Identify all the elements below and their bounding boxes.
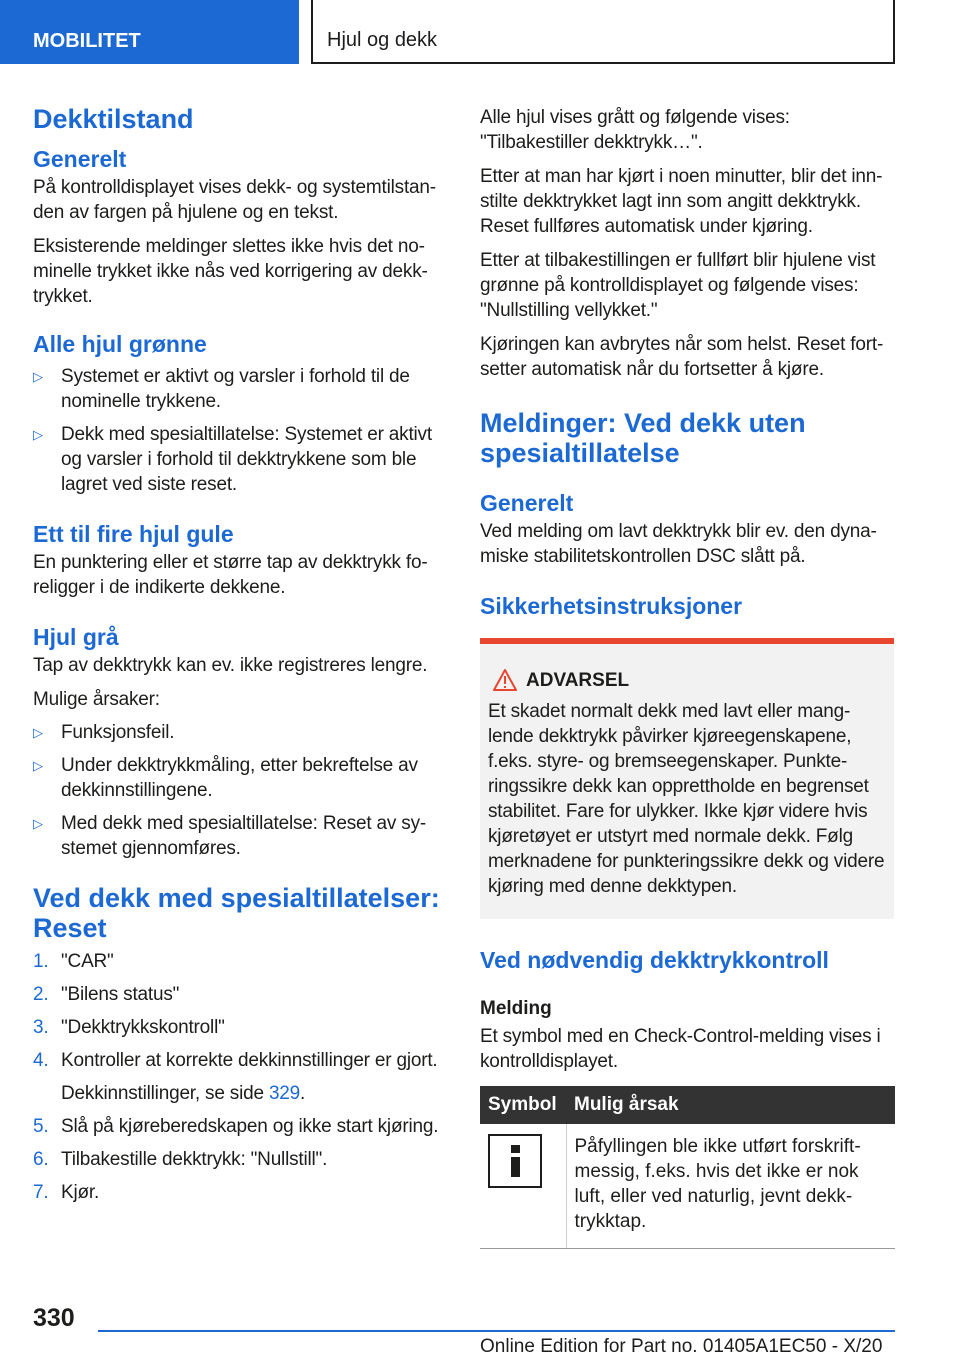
- table-header-row: [480, 1086, 895, 1124]
- paragraph: Et symbol med en Check-Control-melding vises i kontrolldisplayet.: [480, 1026, 881, 1072]
- triangle-right-marker-icon: ▷: [33, 816, 43, 831]
- heading-melding: Melding: [480, 998, 552, 1019]
- heading-generelt: Generelt: [480, 490, 574, 516]
- symbol-cell: [480, 1124, 566, 1249]
- triangle-right-marker-icon: ▷: [33, 758, 43, 773]
- page-reference-link[interactable]: 329: [268, 1083, 301, 1104]
- info-icon: [488, 1134, 542, 1188]
- grey-list: [33, 720, 447, 861]
- warning-box: [480, 638, 894, 919]
- paragraph: Etter at man har kjørt i noen minutter, blir det innstilte dekktrykket lagt inn som angitt dekktrykk. Reset fullføres automatisk under kjøring.: [480, 166, 883, 237]
- chapter-title: Hjul og dekk: [327, 29, 438, 51]
- cause-cell: Påfyllingen ble ikke utført forskriftmessig, f.eks. hvis det ikke er nok luft, eller ved naturlig, jevnt dekktrykktap.: [566, 1124, 895, 1249]
- triangle-right-marker-icon: ▷: [33, 369, 43, 384]
- list-item: 6. Tilbakestille dekktrykk: "Nullstill".: [33, 1149, 328, 1170]
- page-number: 330: [33, 1304, 75, 1332]
- heading-generelt: Generelt: [33, 146, 127, 172]
- paragraph: Tap av dekktrykk kan ev. ikke registreres lengre.: [33, 655, 428, 676]
- chapter-header: [311, 0, 895, 64]
- paragraph: Ved melding om lavt dekktrykk blir ev. den dynamiske stabilitetskontrollen DSC slått på.: [480, 521, 877, 567]
- heading-safety: Sikkerhetsinstruksjoner: [480, 593, 743, 619]
- list-item: 7. Kjør.: [33, 1182, 100, 1203]
- paragraph: Kjøringen kan avbrytes når som helst. Reset fortsetter automatisk når du fortsetter å kjøre.: [480, 334, 884, 380]
- list-item: 1. "CAR": [33, 951, 114, 972]
- section-tab: [0, 0, 299, 64]
- heading-meldinger: Meldinger: Ved dekk uten spesialtillatelse: [480, 408, 806, 468]
- heading-reset: Ved dekk med spesialtillatelser: Reset: [33, 883, 440, 943]
- step-subnote: Dekkinnstillinger, se side 329.: [61, 1083, 306, 1104]
- footer-edition: Online Edition for Part no. 01405A1EC50 - X/20: [480, 1336, 883, 1357]
- list-item: ▷ Dekk med spesialtillatelse: Systemet er aktivt og varsler i forhold til dekktrykkene som ble lagret ved siste reset.: [33, 424, 432, 495]
- list-item: 5. Slå på kjøreberedskapen og ikke start kjøring.: [33, 1116, 439, 1137]
- heading-needed: Ved nødvendig dekktrykkontroll: [480, 947, 829, 973]
- footer-divider: [98, 1330, 895, 1332]
- paragraph: Mulige årsaker:: [33, 689, 160, 710]
- column-header-symbol: Symbol: [480, 1086, 566, 1124]
- paragraph: Alle hjul vises grått og følgende vises: "Tilbakestiller dekktrykk…".: [480, 107, 790, 153]
- list-item: 4. Kontroller at korrekte dekkinnstillinger er gjort. Dekkinnstillinger, se side 329.: [33, 1048, 447, 1106]
- list-item: ▷ Systemet er aktivt og varsler i forhold til de nominelle trykkene.: [33, 366, 410, 412]
- left-column: [33, 100, 447, 1205]
- list-item: 2. "Bilens status": [33, 984, 180, 1005]
- reset-steps: [33, 949, 447, 1205]
- warning-title: ADVARSEL: [526, 670, 630, 691]
- list-item: 3. "Dekktrykkskontroll": [33, 1017, 225, 1038]
- list-item: ▷ Under dekktrykkmåling, etter bekreftelse av dekkinnstillingene.: [33, 755, 418, 801]
- right-column: [480, 105, 894, 1249]
- column-header-cause: Mulig årsak: [566, 1086, 895, 1124]
- paragraph: Eksisterende meldinger slettes ikke hvis det nominelle trykket ikke nås ved korrigering av dekktrykket.: [33, 236, 428, 307]
- paragraph: På kontrolldisplayet vises dekk- og systemtilstanden av fargen på hjulene og en tekst.: [33, 177, 437, 223]
- heading-grey: Hjul grå: [33, 624, 119, 650]
- list-item: ▷ Med dekk med spesialtillatelse: Reset av systemet gjennomføres.: [33, 813, 427, 859]
- section-title: MOBILITET: [33, 30, 141, 52]
- warning-header: [488, 668, 886, 693]
- symbol-table: [480, 1086, 895, 1249]
- list-item: ▷ Funksjonsfeil.: [33, 722, 175, 743]
- heading-green: Alle hjul grønne: [33, 331, 207, 357]
- heading-yellow: Ett til fire hjul gule: [33, 521, 234, 547]
- triangle-right-marker-icon: ▷: [33, 725, 43, 740]
- green-list: [33, 364, 447, 497]
- warning-text: Et skadet normalt dekk med lavt eller manglende dekktrykk påvirker kjøreegenskapene, f.eks. styre- og bremseegenskaper. Punkteringssikre dekk kan opprettholde en begrenset stabilitet. Fare for ulykker. Ikke kjør videre hvis kjøretøyet er utstyrt med normale dekk. Følg merknadene for punkteringssikre dekk og videre kjøring med denne dekktypen.: [488, 701, 885, 897]
- triangle-right-marker-icon: ▷: [33, 427, 43, 442]
- heading-dekktilstand: Dekktilstand: [33, 104, 194, 134]
- paragraph: Etter at tilbakestillingen er fullført blir hjulene vist grønne på kontrolldisplayet og følgende vises: "Nullstilling vellykket.": [480, 250, 876, 321]
- warning-triangle-icon: [492, 668, 518, 699]
- table-row: [480, 1124, 895, 1249]
- paragraph: En punktering eller et større tap av dekktrykk foreligger i de indikerte dekkene.: [33, 552, 428, 598]
